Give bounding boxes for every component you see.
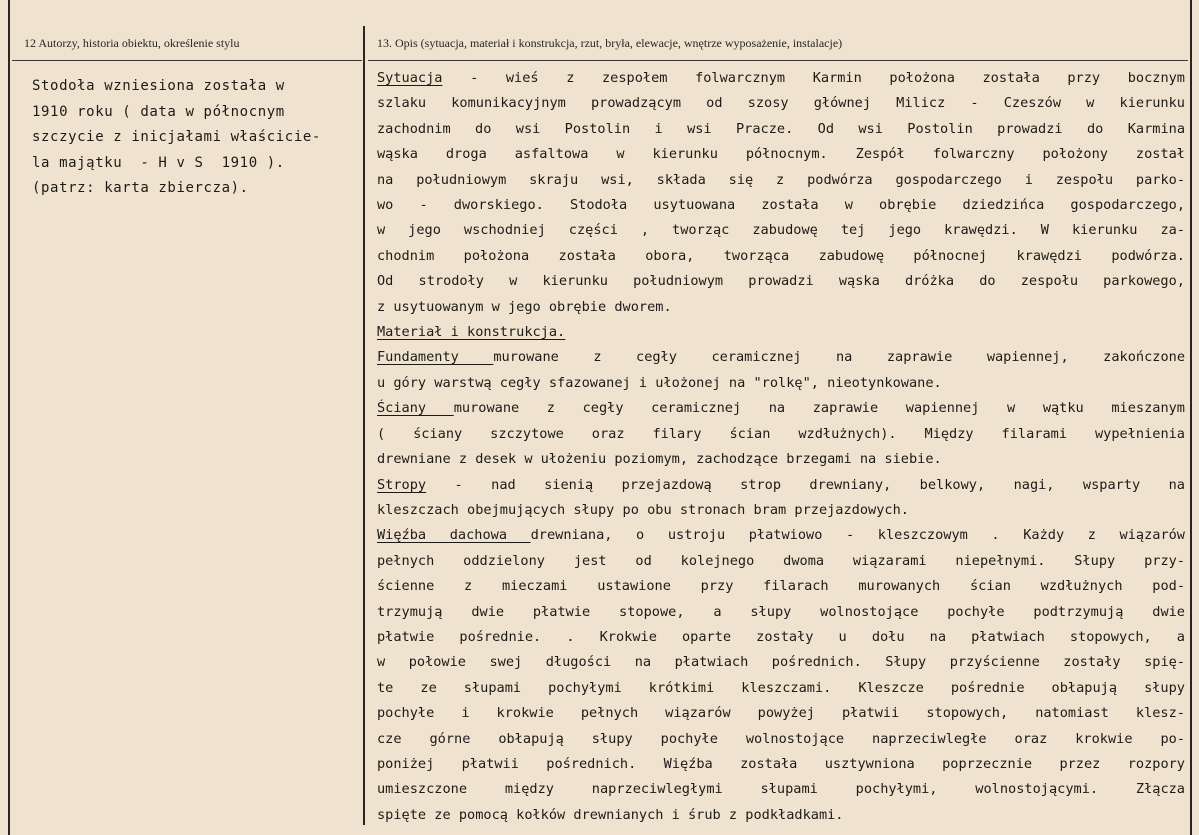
description-line (377, 422, 1185, 447)
line-text: z usytuowanym w jego obrębie dworem. (377, 298, 672, 315)
line-text: - nad sienią przejazdową strop drewniany, belkowy, nagi, wsparty na (426, 476, 1185, 493)
line-text: poniżej płatwii pośrednich. Więźba została usztywniona poprzecznie przez rozpory (377, 755, 1185, 772)
description-line (377, 600, 1185, 625)
line-text: pełnych oddzielony jest od kolejnego dwoma wiązarami niepełnymi. Słupy przy- (377, 552, 1185, 569)
line-text: w połowie swej długości na płatwiach pośrednich. Słupy przyścienne zostały spię- (377, 654, 1185, 671)
line-text: wąska droga asfaltowa w kierunku północnym. Zespół folwarczny położony został (377, 146, 1185, 163)
description-line (377, 727, 1185, 752)
section-heading: Więźba dachowa (377, 527, 531, 544)
line-text: ( ściany szczytowe oraz filary ścian wzdłużnych). Między filarami wypełnienia (377, 425, 1185, 442)
description-line (377, 193, 1185, 218)
description-line (377, 244, 1185, 269)
line-text: drewniana, o ustroju płatwiowo - kleszczowym . Każdy z wiązarów (530, 527, 1185, 544)
description-line (377, 447, 1185, 472)
description-line (377, 498, 1185, 523)
line-text: spięte ze pomocą kołków drewnianych i śrub z podkładkami. (377, 806, 844, 823)
right-header-rule (368, 60, 1188, 61)
description-line (377, 168, 1185, 193)
line-text: wo - dworskiego. Stodoła usytuowana została w obrębie dziedzińca gospodarczego, (377, 197, 1185, 214)
description-line (377, 91, 1185, 116)
left-header-rule (12, 60, 362, 61)
line-text: kleszczach obejmujących słupy po obu stronach bram przejazdowych. (377, 501, 909, 518)
description-line (377, 269, 1185, 294)
section-heading: Sytuacja (377, 70, 443, 86)
line-text: chodnim położona została obora, tworząca zabudowę północnej krawędzi podwórza. (377, 247, 1185, 264)
section-13-header: 13. Opis (sytuacja, materiał i konstrukcja, rzut, bryła, elewacje, wnętrze wyposażenie, instalacje) (377, 36, 843, 50)
line-text: - wieś z zespołem folwarcznym Karmin położona została przy bocznym (442, 70, 1185, 86)
section-heading: Ściany (377, 400, 454, 417)
description-line (377, 295, 1185, 320)
description-line (377, 371, 1185, 396)
section-12-header: 12 Autorzy, historia obiektu, określenie stylu (24, 36, 240, 50)
description-line (377, 803, 1185, 828)
line-text: cze górne obłapują słupy pochyłe wolnostojące naprzeciwległe oraz krokwie po- (377, 730, 1185, 747)
line-text: płatwie pośrednie. . Krokwie oparte zostały u dołu na płatwiach stopowych, a (377, 628, 1185, 645)
card-right-border (1190, 0, 1192, 835)
line-text: pochyłe i krokwie pełnych wiązarów powyżej płatwii stopowych, natomiast klesz- (377, 705, 1185, 722)
line-text: szlaku komunikacyjnym prowadzącym od szosy głównej Milicz - Czeszów w kierunku (377, 95, 1185, 112)
line-text: drewniane z desek w ułożeniu poziomym, zachodzące brzegami na siebie. (377, 451, 942, 468)
line-text: zachodnim do wsi Postolin i wsi Pracze. Od wsi Postolin prowadzi do Karmina (377, 120, 1185, 137)
section-heading: Fundamenty (377, 349, 494, 366)
description-line (377, 396, 1185, 421)
section-heading: Stropy (377, 476, 427, 493)
description-line (377, 218, 1185, 243)
left-text-line: 1910 roku ( data w północnym (32, 103, 285, 120)
left-text-line: szczycie z inicjałami właścicie- (32, 129, 321, 145)
line-text: Od strodoły w kierunku południowym prowadzi wąska dróżka do zespołu parkowego, (377, 273, 1185, 290)
column-divider (363, 26, 365, 825)
description-line (377, 66, 1185, 91)
description-text (377, 66, 1185, 828)
description-line (377, 752, 1185, 777)
left-text-line: la majątku - H v S 1910 ). (32, 154, 285, 171)
description-line (377, 549, 1185, 574)
description-line (377, 625, 1185, 650)
line-text: ścienne z mieczami ustawione przy filarach murowanych ścian wzdłużnych pod- (377, 578, 1185, 595)
description-line (377, 676, 1185, 701)
line-text: murowane z cegły ceramicznej na zaprawie wapiennej, zakończone (493, 349, 1185, 366)
authors-history-text (32, 74, 357, 202)
description-line (377, 117, 1185, 142)
left-text-line: (patrz: karta zbiercza). (32, 180, 249, 196)
description-line (377, 523, 1185, 548)
line-text: trzymują dwie płatwie stopowe, a słupy wolnostojące pochyłe podtrzymują dwie (377, 603, 1185, 620)
line-text: u góry warstwą cegły sfazowanej i ułożonej na "rolkę", nieotynkowane. (377, 374, 942, 391)
line-text: w jego wschodniej części , tworząc zabudowę tej jego krawędzi. W kierunku za- (377, 222, 1185, 239)
line-text: umieszczone między naprzeciwległymi słupami pochyłymi, wolnostojącymi. Złącza (377, 781, 1185, 798)
description-line (377, 701, 1185, 726)
line-text: murowane z cegły ceramicznej na zaprawie wapiennej w wątku mieszanym (453, 400, 1185, 417)
description-line (377, 650, 1185, 675)
description-line (377, 574, 1185, 599)
description-line (377, 345, 1185, 370)
line-text: te ze słupami pochyłymi krótkimi kleszczami. Kleszcze pośrednie obłapują słupy (377, 679, 1185, 696)
description-line (377, 777, 1185, 802)
description-line (377, 142, 1185, 167)
description-line (377, 473, 1185, 498)
card-left-border (8, 0, 10, 835)
left-text-line: Stodoła wzniesiona została w (32, 78, 285, 94)
line-text: na południowym skraju wsi, składa się z podwórza gospodarczego i zespołu parko- (377, 171, 1185, 188)
section-heading: Materiał i konstrukcja. (377, 324, 566, 341)
description-line (377, 320, 1185, 345)
